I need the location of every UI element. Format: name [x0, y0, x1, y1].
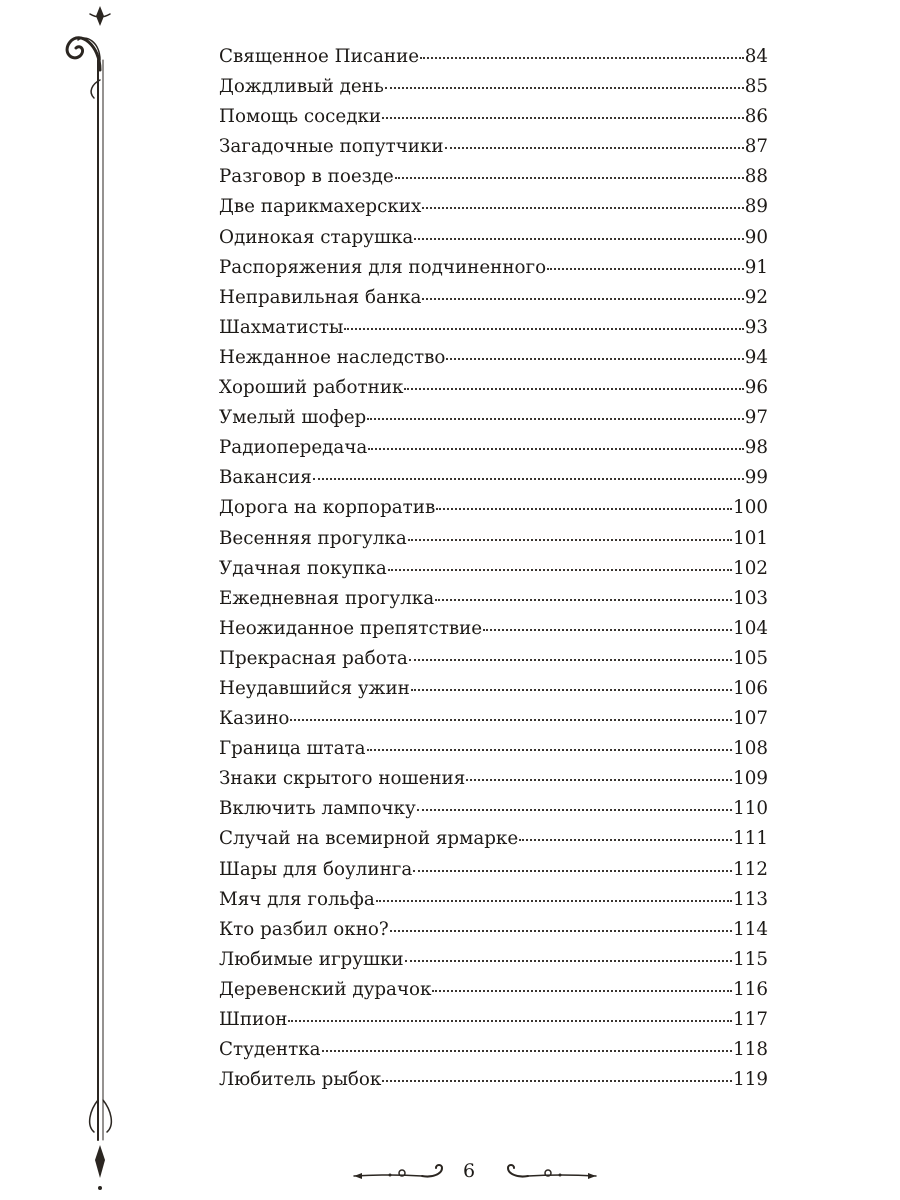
toc-entry-title: Умелый шофер: [219, 407, 367, 429]
toc-entry-title: Две парикмахерских: [219, 196, 422, 218]
toc-entry: [219, 253, 768, 283]
toc-entry-title: Священное Писание: [219, 46, 420, 67]
flourish-right-icon: [500, 1164, 600, 1186]
toc-entry-page-number: 98: [744, 437, 768, 459]
toc-entry: [219, 162, 768, 192]
toc-entry-title: Шпион: [219, 1009, 288, 1030]
dot-leader: [411, 689, 732, 691]
toc-entry-page-number: 117: [733, 1009, 768, 1030]
dot-leader: [405, 960, 733, 962]
dot-leader: [466, 779, 732, 781]
toc-entry: [219, 283, 768, 313]
toc-entry-page-number: 107: [733, 708, 768, 730]
toc-entry-page-number: 109: [733, 768, 768, 790]
toc-entry-page-number: 104: [733, 617, 768, 639]
table-of-contents: [219, 42, 768, 1095]
toc-entry: [219, 343, 768, 373]
toc-entry-page-number: 102: [733, 557, 768, 579]
toc-entry: [219, 313, 768, 343]
toc-entry-page-number: 86: [744, 106, 768, 128]
toc-entry-title: Шахматисты: [219, 316, 344, 338]
toc-entry-title: Удачная покупка: [219, 557, 387, 579]
dot-leader: [483, 629, 732, 631]
toc-entry: [219, 192, 768, 222]
toc-entry-title: Казино: [219, 708, 290, 730]
toc-entry-title: Неправильная банка: [219, 286, 422, 308]
toc-entry-page-number: 99: [744, 467, 768, 489]
toc-entry-title: Ежедневная прогулка: [219, 587, 435, 609]
dot-leader: [519, 839, 732, 841]
toc-entry: [219, 373, 768, 403]
dot-leader: [313, 478, 744, 480]
toc-entry-page-number: 110: [733, 798, 768, 820]
toc-entry-page-number: 112: [733, 858, 768, 880]
toc-entry: [219, 855, 768, 885]
dot-leader: [422, 207, 743, 209]
toc-entry: [219, 1065, 768, 1095]
toc-entry: [219, 433, 768, 463]
toc-entry: [219, 915, 768, 945]
toc-entry-page-number: 90: [744, 226, 768, 248]
toc-entry: [219, 945, 768, 975]
dot-leader: [367, 418, 743, 420]
toc-entry: [219, 132, 768, 162]
dot-leader: [436, 508, 732, 510]
toc-entry: [219, 463, 768, 493]
dot-leader: [395, 177, 744, 179]
dot-leader: [390, 930, 732, 932]
toc-entry: [219, 704, 768, 734]
toc-entry: [219, 584, 768, 614]
dot-leader: [413, 870, 732, 872]
toc-entry-title: Загадочные попутчики: [219, 136, 444, 158]
toc-entry: [219, 403, 768, 433]
toc-entry: [219, 885, 768, 915]
toc-entry-title: Неожиданное препятствие: [219, 617, 483, 639]
dot-leader: [388, 569, 732, 571]
toc-entry-page-number: 106: [733, 677, 768, 699]
toc-entry-title: Дорога на корпоратив: [219, 497, 436, 519]
toc-entry: [219, 644, 768, 674]
toc-entry-page-number: 116: [733, 978, 768, 1000]
toc-entry-title: Весенняя прогулка: [219, 527, 407, 549]
dot-leader: [408, 539, 732, 541]
toc-entry: [219, 1005, 768, 1035]
toc-entry: [219, 794, 768, 824]
toc-entry-page-number: 85: [744, 76, 768, 98]
dot-leader: [382, 117, 744, 119]
toc-entry-page-number: 87: [744, 136, 768, 158]
toc-entry-page-number: 108: [733, 738, 768, 760]
toc-entry-title: Граница штата: [219, 738, 366, 760]
toc-entry-page-number: 97: [744, 407, 768, 429]
dot-leader: [446, 358, 743, 360]
dot-leader: [288, 1020, 732, 1022]
toc-entry-title: Распоряжения для подчиненного: [219, 256, 547, 278]
toc-entry-title: Студентка: [219, 1039, 321, 1061]
toc-entry-title: Знаки скрытого ношения: [219, 768, 466, 790]
toc-entry-page-number: 114: [733, 918, 768, 940]
dot-leader: [432, 990, 732, 992]
page-number: 6: [462, 1160, 476, 1182]
page-footer: [350, 1154, 610, 1194]
toc-entry-title: Помощь соседки: [219, 106, 382, 128]
toc-entry-page-number: 89: [744, 196, 768, 218]
toc-entry-page-number: 94: [744, 346, 768, 368]
toc-entry: [219, 674, 768, 704]
toc-entry: [219, 824, 768, 854]
toc-entry: [219, 72, 768, 102]
toc-entry-page-number: 111: [733, 828, 768, 850]
toc-entry-page-number: 84: [744, 46, 768, 67]
toc-entry-title: Деревенский дурачок: [219, 978, 432, 1000]
toc-entry-title: Любимые игрушки: [219, 948, 404, 970]
toc-entry: [219, 524, 768, 554]
toc-entry-page-number: 118: [733, 1039, 768, 1061]
toc-entry-page-number: 91: [744, 256, 768, 278]
dot-leader: [422, 298, 743, 300]
toc-entry: [219, 102, 768, 132]
toc-entry-title: Неудавшийся ужин: [219, 677, 410, 699]
toc-entry: [219, 42, 768, 72]
dot-leader: [322, 1050, 733, 1052]
toc-entry: [219, 1035, 768, 1065]
toc-entry: [219, 734, 768, 764]
dot-leader: [445, 147, 744, 149]
toc-entry-title: Вакансия: [219, 467, 312, 489]
toc-entry-page-number: 100: [733, 497, 768, 519]
toc-entry-title: Шары для боулинга: [219, 858, 413, 880]
toc-entry-page-number: 88: [744, 166, 768, 188]
dot-leader: [382, 1080, 732, 1082]
dot-leader: [547, 268, 744, 270]
dot-leader: [376, 900, 732, 902]
toc-entry-title: Любитель рыбок: [219, 1069, 382, 1091]
toc-entry-page-number: 105: [733, 647, 768, 669]
toc-entry: [219, 614, 768, 644]
toc-entry-title: Кто разбил окно?: [219, 918, 389, 940]
toc-entry-title: Нежданное наследство: [219, 346, 446, 368]
toc-entry-title: Мяч для гольфа: [219, 888, 375, 910]
dot-leader: [420, 57, 744, 59]
toc-entry-page-number: 92: [744, 286, 768, 308]
toc-entry-page-number: 115: [733, 948, 768, 970]
toc-entry-page-number: 93: [744, 316, 768, 338]
dot-leader: [417, 809, 732, 811]
dot-leader: [344, 328, 743, 330]
dot-leader: [404, 388, 743, 390]
toc-entry-page-number: 96: [744, 377, 768, 399]
dot-leader: [414, 238, 743, 240]
toc-entry: [219, 223, 768, 253]
toc-entry-page-number: 103: [733, 587, 768, 609]
toc-entry-title: Хороший работник: [219, 377, 404, 399]
toc-entry-title: Одинокая старушка: [219, 226, 414, 248]
toc-entry-title: Случай на всемирной ярмарке: [219, 828, 519, 850]
toc-entry-page-number: 113: [733, 888, 768, 910]
dot-leader: [290, 719, 732, 721]
toc-entry-page-number: 119: [733, 1069, 768, 1091]
vertical-scroll-border-icon: [60, 0, 140, 1200]
dot-leader: [367, 749, 733, 751]
toc-entry-title: Дождливый день: [219, 76, 384, 98]
toc-entry: [219, 975, 768, 1005]
dot-leader: [385, 87, 744, 89]
toc-entry-title: Включить лампочку: [219, 798, 416, 820]
toc-entry: [219, 493, 768, 523]
toc-entry-title: Разговор в поезде: [219, 166, 394, 188]
flourish-left-icon: [350, 1164, 450, 1186]
toc-entry-page-number: 101: [733, 527, 768, 549]
toc-entry: [219, 554, 768, 584]
toc-entry-title: Прекрасная работа: [219, 647, 408, 669]
dot-leader: [368, 448, 743, 450]
dot-leader: [435, 599, 732, 601]
toc-entry: [219, 764, 768, 794]
toc-entry-title: Радиопередача: [219, 437, 368, 459]
dot-leader: [409, 659, 732, 661]
